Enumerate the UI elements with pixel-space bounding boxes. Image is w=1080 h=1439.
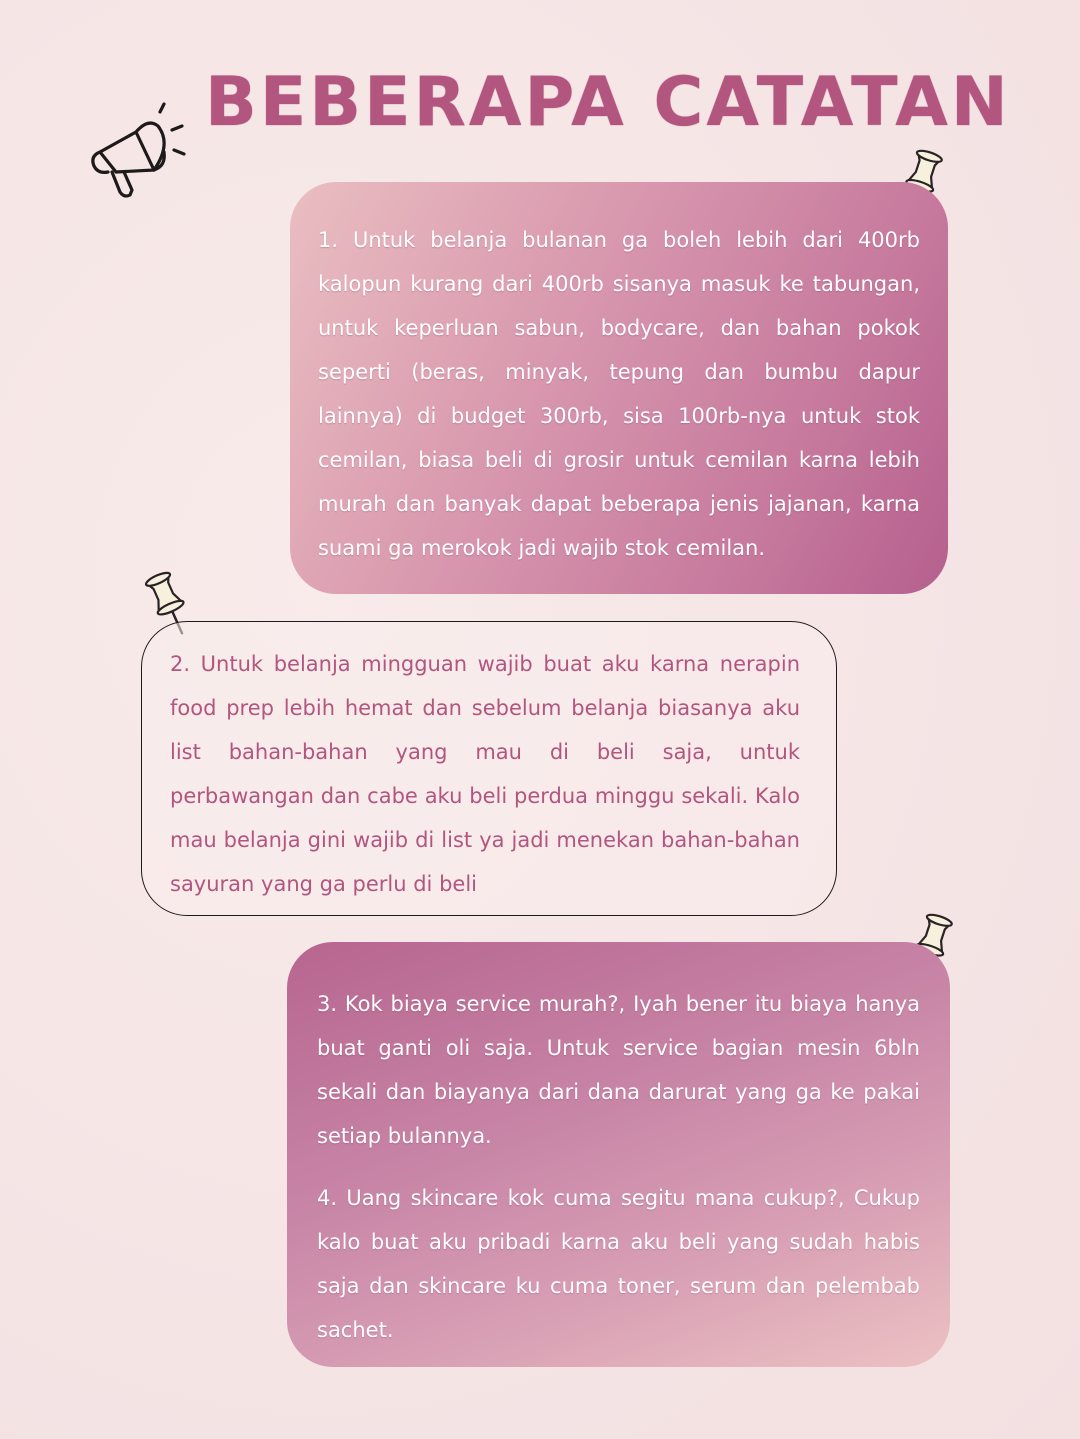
- note-text-2: 2. Untuk belanja mingguan wajib buat aku karna nerapin food prep lebih hemat dan sebelum belanja biasanya aku list bahan-bahan yang mau di beli saja, untuk perbawangan dan cabe aku beli perdua minggu sekali. Kalo mau belanja gini wajib di list ya jadi menekan bahan-bahan sayuran yang ga perlu di beli: [170, 652, 800, 896]
- note-card-1: [290, 182, 948, 594]
- note-card-3: [287, 942, 950, 1367]
- note-text-4: 4. Uang skincare kok cuma segitu mana cukup?, Cukup kalo buat aku pribadi karna aku beli yang sudah habis saja dan skincare ku cuma toner, serum dan pelembab sachet.: [317, 1186, 920, 1342]
- note-text-3: 3. Kok biaya service murah?, Iyah bener itu biaya hanya buat ganti oli saja. Untuk service bagian mesin 6bln sekali dan biayanya dari dana darurat yang ga ke pakai setiap bulannya.: [317, 992, 920, 1148]
- note-text-1: 1. Untuk belanja bulanan ga boleh lebih dari 400rb kalopun kurang dari 400rb sisanya masuk ke tabungan, untuk keperluan sabun, bodycare, dan bahan pokok seperti (beras, minyak, tepung dan bumbu dapur lainnya) di budget 300rb, sisa 100rb-nya untuk stok cemilan, biasa beli di grosir untuk cemilan karna lebih murah dan banyak dapat beberapa jenis jajanan, karna suami ga merokok jadi wajib stok cemilan.: [318, 228, 920, 560]
- page-title: BEBERAPA CATATAN: [205, 63, 1011, 142]
- megaphone-icon: [86, 100, 196, 210]
- note-card-2: [141, 621, 837, 916]
